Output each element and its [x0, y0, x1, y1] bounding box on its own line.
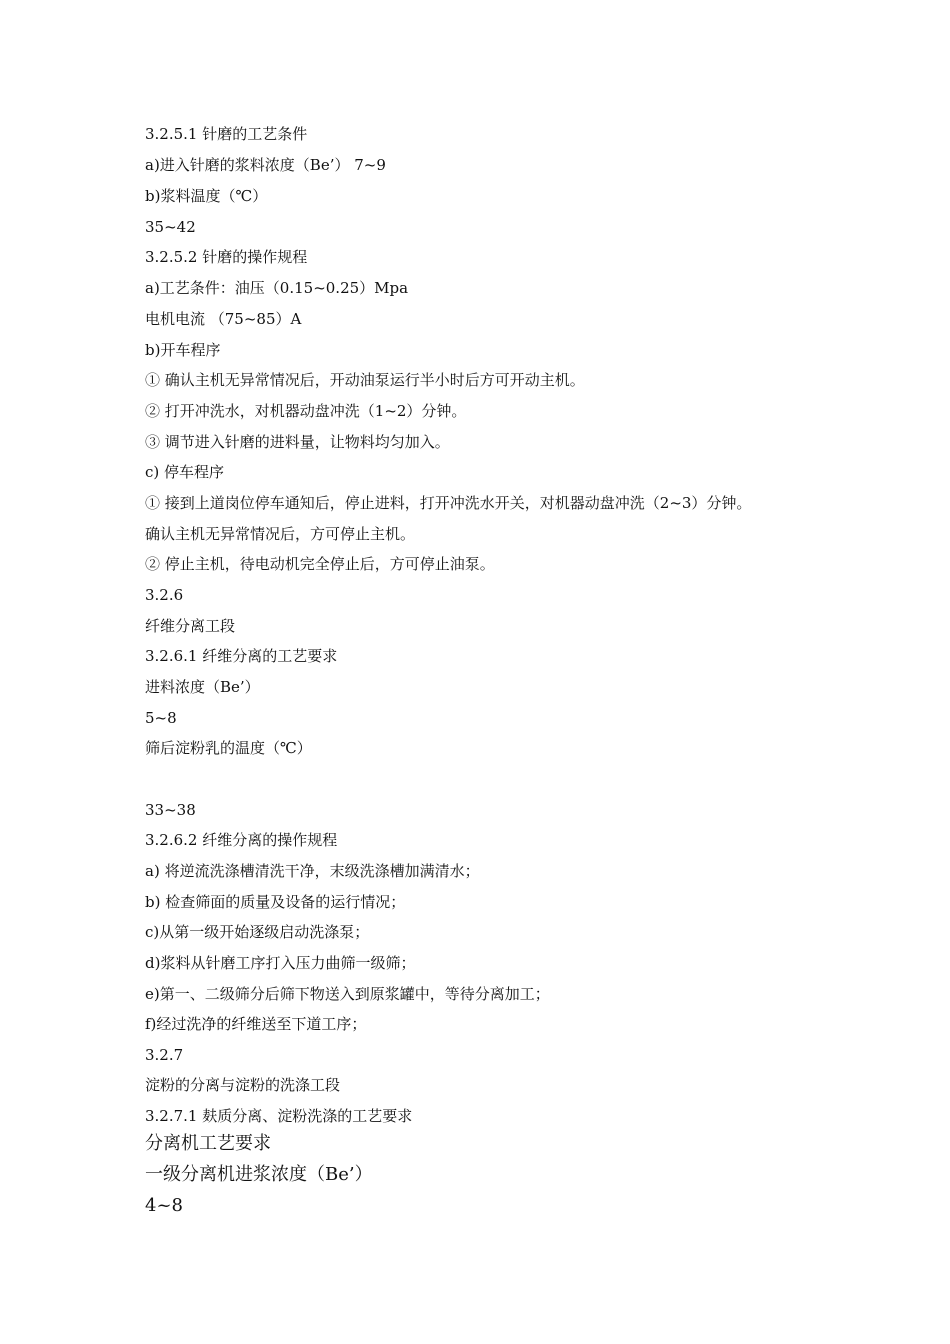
text-line: 分离机工艺要求 — [145, 1133, 271, 1154]
text-line: ① 接到上道岗位停车通知后，停止进料，打开冲洗水开关，对机器动盘冲洗（2~3）分钟。 — [145, 494, 752, 512]
text-line: 33~38 — [145, 801, 196, 819]
text-line: 一级分离机进浆浓度（Be’） — [145, 1164, 373, 1185]
heading-3-2-7: 3.2.7 — [145, 1046, 184, 1064]
text-line: 进料浓度（Be’） — [145, 678, 260, 696]
heading-3-2-6: 3.2.6 — [145, 586, 184, 604]
text-line: b) 检查筛面的质量及设备的运行情况； — [145, 893, 406, 911]
text-line: c)从第一级开始逐级启动洗涤泵； — [145, 923, 370, 941]
text-line: 35~42 — [145, 218, 196, 236]
text-line: 筛后淀粉乳的温度（℃） — [145, 739, 312, 757]
text-line: 4~8 — [145, 1195, 183, 1216]
heading-3-2-5-2: 3.2.5.2 针磨的操作规程 — [145, 248, 308, 266]
text-line: d)浆料从针磨工序打入压力曲筛一级筛； — [145, 954, 416, 972]
section-title: 淀粉的分离与淀粉的洗涤工段 — [145, 1076, 341, 1094]
text-line: a) 将逆流洗涤槽清洗干净，末级洗涤槽加满清水； — [145, 862, 480, 880]
heading-3-2-6-1: 3.2.6.1 纤维分离的工艺要求 — [145, 647, 338, 665]
text-line: ② 打开冲洗水，对机器动盘冲洗（1~2）分钟。 — [145, 402, 467, 420]
heading-3-2-6-2: 3.2.6.2 纤维分离的操作规程 — [145, 831, 338, 849]
text-line: 电机电流 （75~85）A — [145, 310, 302, 328]
text-line: a)进入针磨的浆料浓度（Be’） 7~9 — [145, 156, 386, 174]
text-line: a)工艺条件：油压（0.15~0.25）Mpa — [145, 279, 409, 297]
text-line: ③ 调节进入针磨的进料量，让物料均匀加入。 — [145, 433, 450, 451]
text-line: b)开车程序 — [145, 341, 221, 359]
heading-3-2-7-1: 3.2.7.1 麸质分离、淀粉洗涤的工艺要求 — [145, 1107, 413, 1125]
text-line: ② 停止主机，待电动机完全停止后，方可停止油泵。 — [145, 555, 495, 573]
text-line: e)第一、二级筛分后筛下物送入到原浆罐中，等待分离加工； — [145, 985, 550, 1003]
text-line: f)经过洗净的纤维送至下道工序； — [145, 1015, 367, 1033]
text-line: b)浆料温度（℃） — [145, 187, 268, 205]
text-line: 5~8 — [145, 709, 177, 727]
text-line: c) 停车程序 — [145, 463, 225, 481]
section-title: 纤维分离工段 — [145, 617, 236, 635]
heading-3-2-5-1: 3.2.5.1 针磨的工艺条件 — [145, 125, 308, 143]
text-line: 确认主机无异常情况后，方可停止主机。 — [145, 525, 416, 543]
text-line: ① 确认主机无异常情况后，开动油泵运行半小时后方可开动主机。 — [145, 371, 585, 389]
